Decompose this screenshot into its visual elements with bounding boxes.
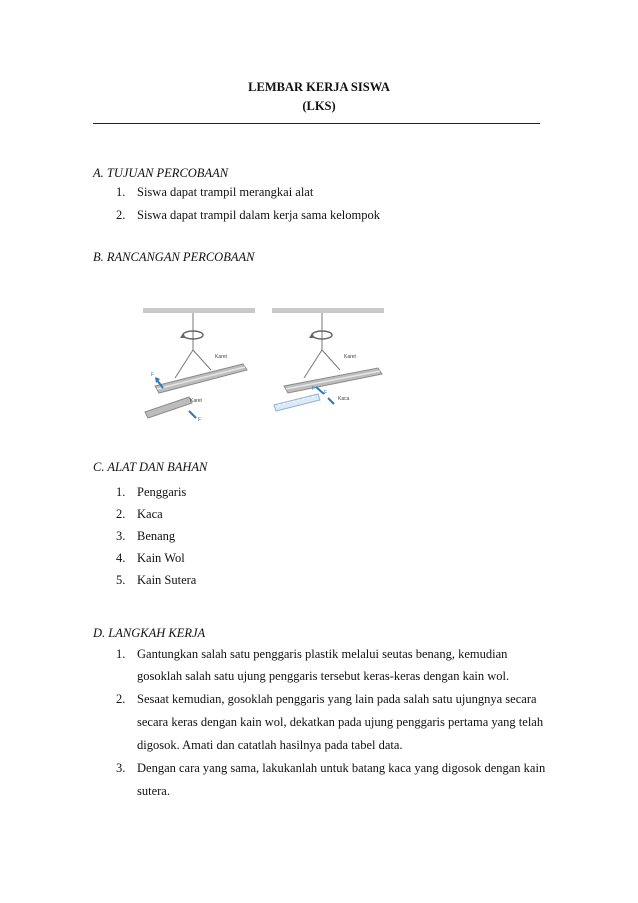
rubber-experiment-figure xyxy=(143,308,255,423)
item-text: Benang xyxy=(137,529,176,543)
step-line: Gantungkan salah satu penggaris plastik melalui seutas benang, kemudian xyxy=(137,647,508,661)
worksheet-title: LEMBAR KERJA SISWA xyxy=(248,80,390,94)
force-arrow xyxy=(328,398,334,404)
item-text: Siswa dapat trampil merangkai alat xyxy=(137,185,314,199)
label-force: F xyxy=(198,417,202,423)
item-number: 3. xyxy=(116,529,126,543)
label-bottom: Kaca xyxy=(338,396,350,402)
thread-right xyxy=(322,350,340,370)
handheld-rod xyxy=(145,397,192,418)
step-number: 2. xyxy=(116,692,126,706)
step-line: digosok. Amati dan catatlah hasilnya pada tabel data. xyxy=(137,738,403,752)
ceiling-support xyxy=(143,308,255,313)
thread-right xyxy=(193,350,211,370)
item-number: 2. xyxy=(116,208,126,222)
item-text: Kain Sutera xyxy=(137,573,197,587)
section-b-heading: B. RANCANGAN PERCOBAAN xyxy=(93,250,255,264)
item-text: Siswa dapat trampil dalam kerja sama kelompok xyxy=(137,208,380,222)
label-top: Karet xyxy=(215,354,227,360)
label-force: F xyxy=(151,372,155,378)
rotation-arrow-icon xyxy=(309,331,332,339)
label-top: Karet xyxy=(344,354,356,360)
step-line: Sesaat kemudian, gosoklah penggaris yang lain pada salah satu ujungnya secara xyxy=(137,692,537,706)
section-d-heading: D. LANGKAH KERJA xyxy=(93,626,206,640)
item-text: Kaca xyxy=(137,507,163,521)
item-number: 4. xyxy=(116,551,126,565)
item-number: 5. xyxy=(116,573,126,587)
step-line: Dengan cara yang sama, lakukanlah untuk batang kaca yang digosok dengan kain xyxy=(137,761,546,775)
step-line: secara keras dengan kain wol, dekatkan pada ujung penggaris pertama yang telah xyxy=(137,715,544,729)
item-text: Kain Wol xyxy=(137,551,185,565)
item-number: 1. xyxy=(116,485,126,499)
section-a-heading: A. TUJUAN PERCOBAAN xyxy=(93,166,229,180)
item-number: 1. xyxy=(116,185,126,199)
ceiling-support xyxy=(272,308,384,313)
step-line: gosoklah salah satu ujung penggaris tersebut keras-keras dengan kain wol. xyxy=(137,669,510,683)
label-bottom: Karet xyxy=(190,398,202,404)
item-number: 2. xyxy=(116,507,126,521)
worksheet-subtitle: (LKS) xyxy=(302,99,336,113)
thread-left xyxy=(175,350,193,378)
header-divider xyxy=(93,123,540,124)
force-arrow xyxy=(189,411,196,418)
thread-left xyxy=(304,350,322,378)
step-number: 3. xyxy=(116,761,126,775)
step-number: 1. xyxy=(116,647,126,661)
item-text: Penggaris xyxy=(137,485,187,499)
rotation-arrow-icon xyxy=(180,331,203,339)
label-force: F xyxy=(312,386,316,392)
step-line: sutera. xyxy=(137,784,170,798)
glass-experiment-figure xyxy=(272,308,384,413)
label-force: F xyxy=(324,390,328,396)
section-c-heading: C. ALAT DAN BAHAN xyxy=(93,460,208,474)
force-arrow xyxy=(316,387,324,394)
